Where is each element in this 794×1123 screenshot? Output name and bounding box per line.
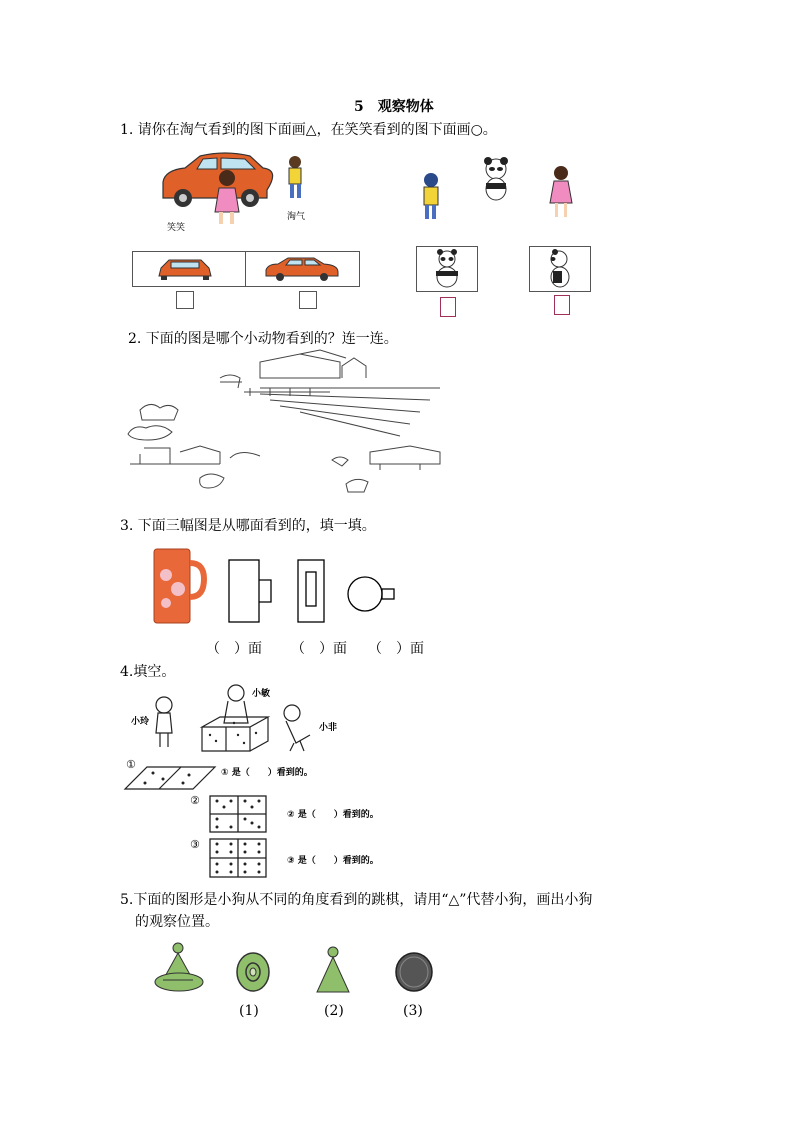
checker-piece-perspective: [153, 940, 208, 995]
q3-blank-3[interactable]: （ ）面: [368, 641, 424, 657]
checker-piece-bottom-view: [394, 951, 434, 993]
statement-1: ① 是（ ）看到的。: [221, 768, 313, 778]
circled-1: ①: [126, 758, 136, 771]
panda-side-image: [545, 249, 575, 289]
farm-illustration: [120, 348, 450, 503]
q3-blank-1[interactable]: （ ）面: [206, 641, 262, 657]
panda-scene-illustration: [418, 155, 583, 230]
label-taoqi: 淘气: [287, 212, 306, 222]
mug-top-view-drawing: [345, 572, 405, 622]
answer-box-car-side[interactable]: [299, 291, 317, 309]
kids-and-dice-illustration: [150, 683, 330, 753]
dice-view-3-drawing: [209, 838, 267, 878]
checker-piece-side-view: [311, 944, 355, 996]
answer-box-car-front[interactable]: [176, 291, 194, 309]
name-xiaofei: 小非: [319, 723, 338, 733]
panda-front-image: [432, 249, 462, 289]
statement-3: ③ 是（ ）看到的。: [287, 856, 379, 866]
circled-2: ②: [190, 794, 200, 807]
q5-label-3: (3): [403, 1003, 423, 1019]
name-xiaoling: 小玲: [131, 717, 150, 727]
dice-view-2-drawing: [209, 795, 267, 833]
label-xiaoxiao: 笑笑: [167, 223, 186, 233]
name-xiaomin: 小敏: [252, 689, 271, 699]
q5-text-line1: 5.下面的图形是小狗从不同的角度看到的跳棋，请用“△”代替小狗，画出小狗: [120, 892, 593, 908]
q4-text: 4.填空。: [120, 664, 176, 680]
answer-box-panda-front[interactable]: [440, 297, 456, 317]
checker-piece-top-view: [235, 951, 271, 993]
car-side-view-image: [262, 256, 342, 282]
page-title: 5 观察物体: [354, 99, 434, 115]
statement-2: ② 是（ ）看到的。: [287, 810, 379, 820]
circled-3: ③: [190, 838, 200, 851]
mug-side-view-drawing: [294, 556, 334, 626]
q5-label-2: (2): [324, 1003, 344, 1019]
q3-blank-2[interactable]: （ ）面: [291, 641, 347, 657]
mug-photo: [150, 545, 205, 625]
q5-text-line2: 的观察位置。: [135, 914, 219, 930]
car-front-view-image: [155, 258, 215, 280]
q2-text: 2. 下面的图是哪个小动物看到的？连一连。: [128, 331, 398, 347]
answer-box-panda-side[interactable]: [554, 295, 570, 315]
divider: [245, 251, 246, 286]
mug-front-view-drawing: [225, 556, 275, 626]
q3-text: 3. 下面三幅图是从哪面看到的，填一填。: [120, 518, 376, 534]
q5-label-1: (1): [239, 1003, 259, 1019]
dice-view-1-drawing: [123, 765, 218, 791]
q1-text: 1. 请你在淘气看到的图下面画△，在笑笑看到的图下面画○。: [120, 122, 497, 138]
